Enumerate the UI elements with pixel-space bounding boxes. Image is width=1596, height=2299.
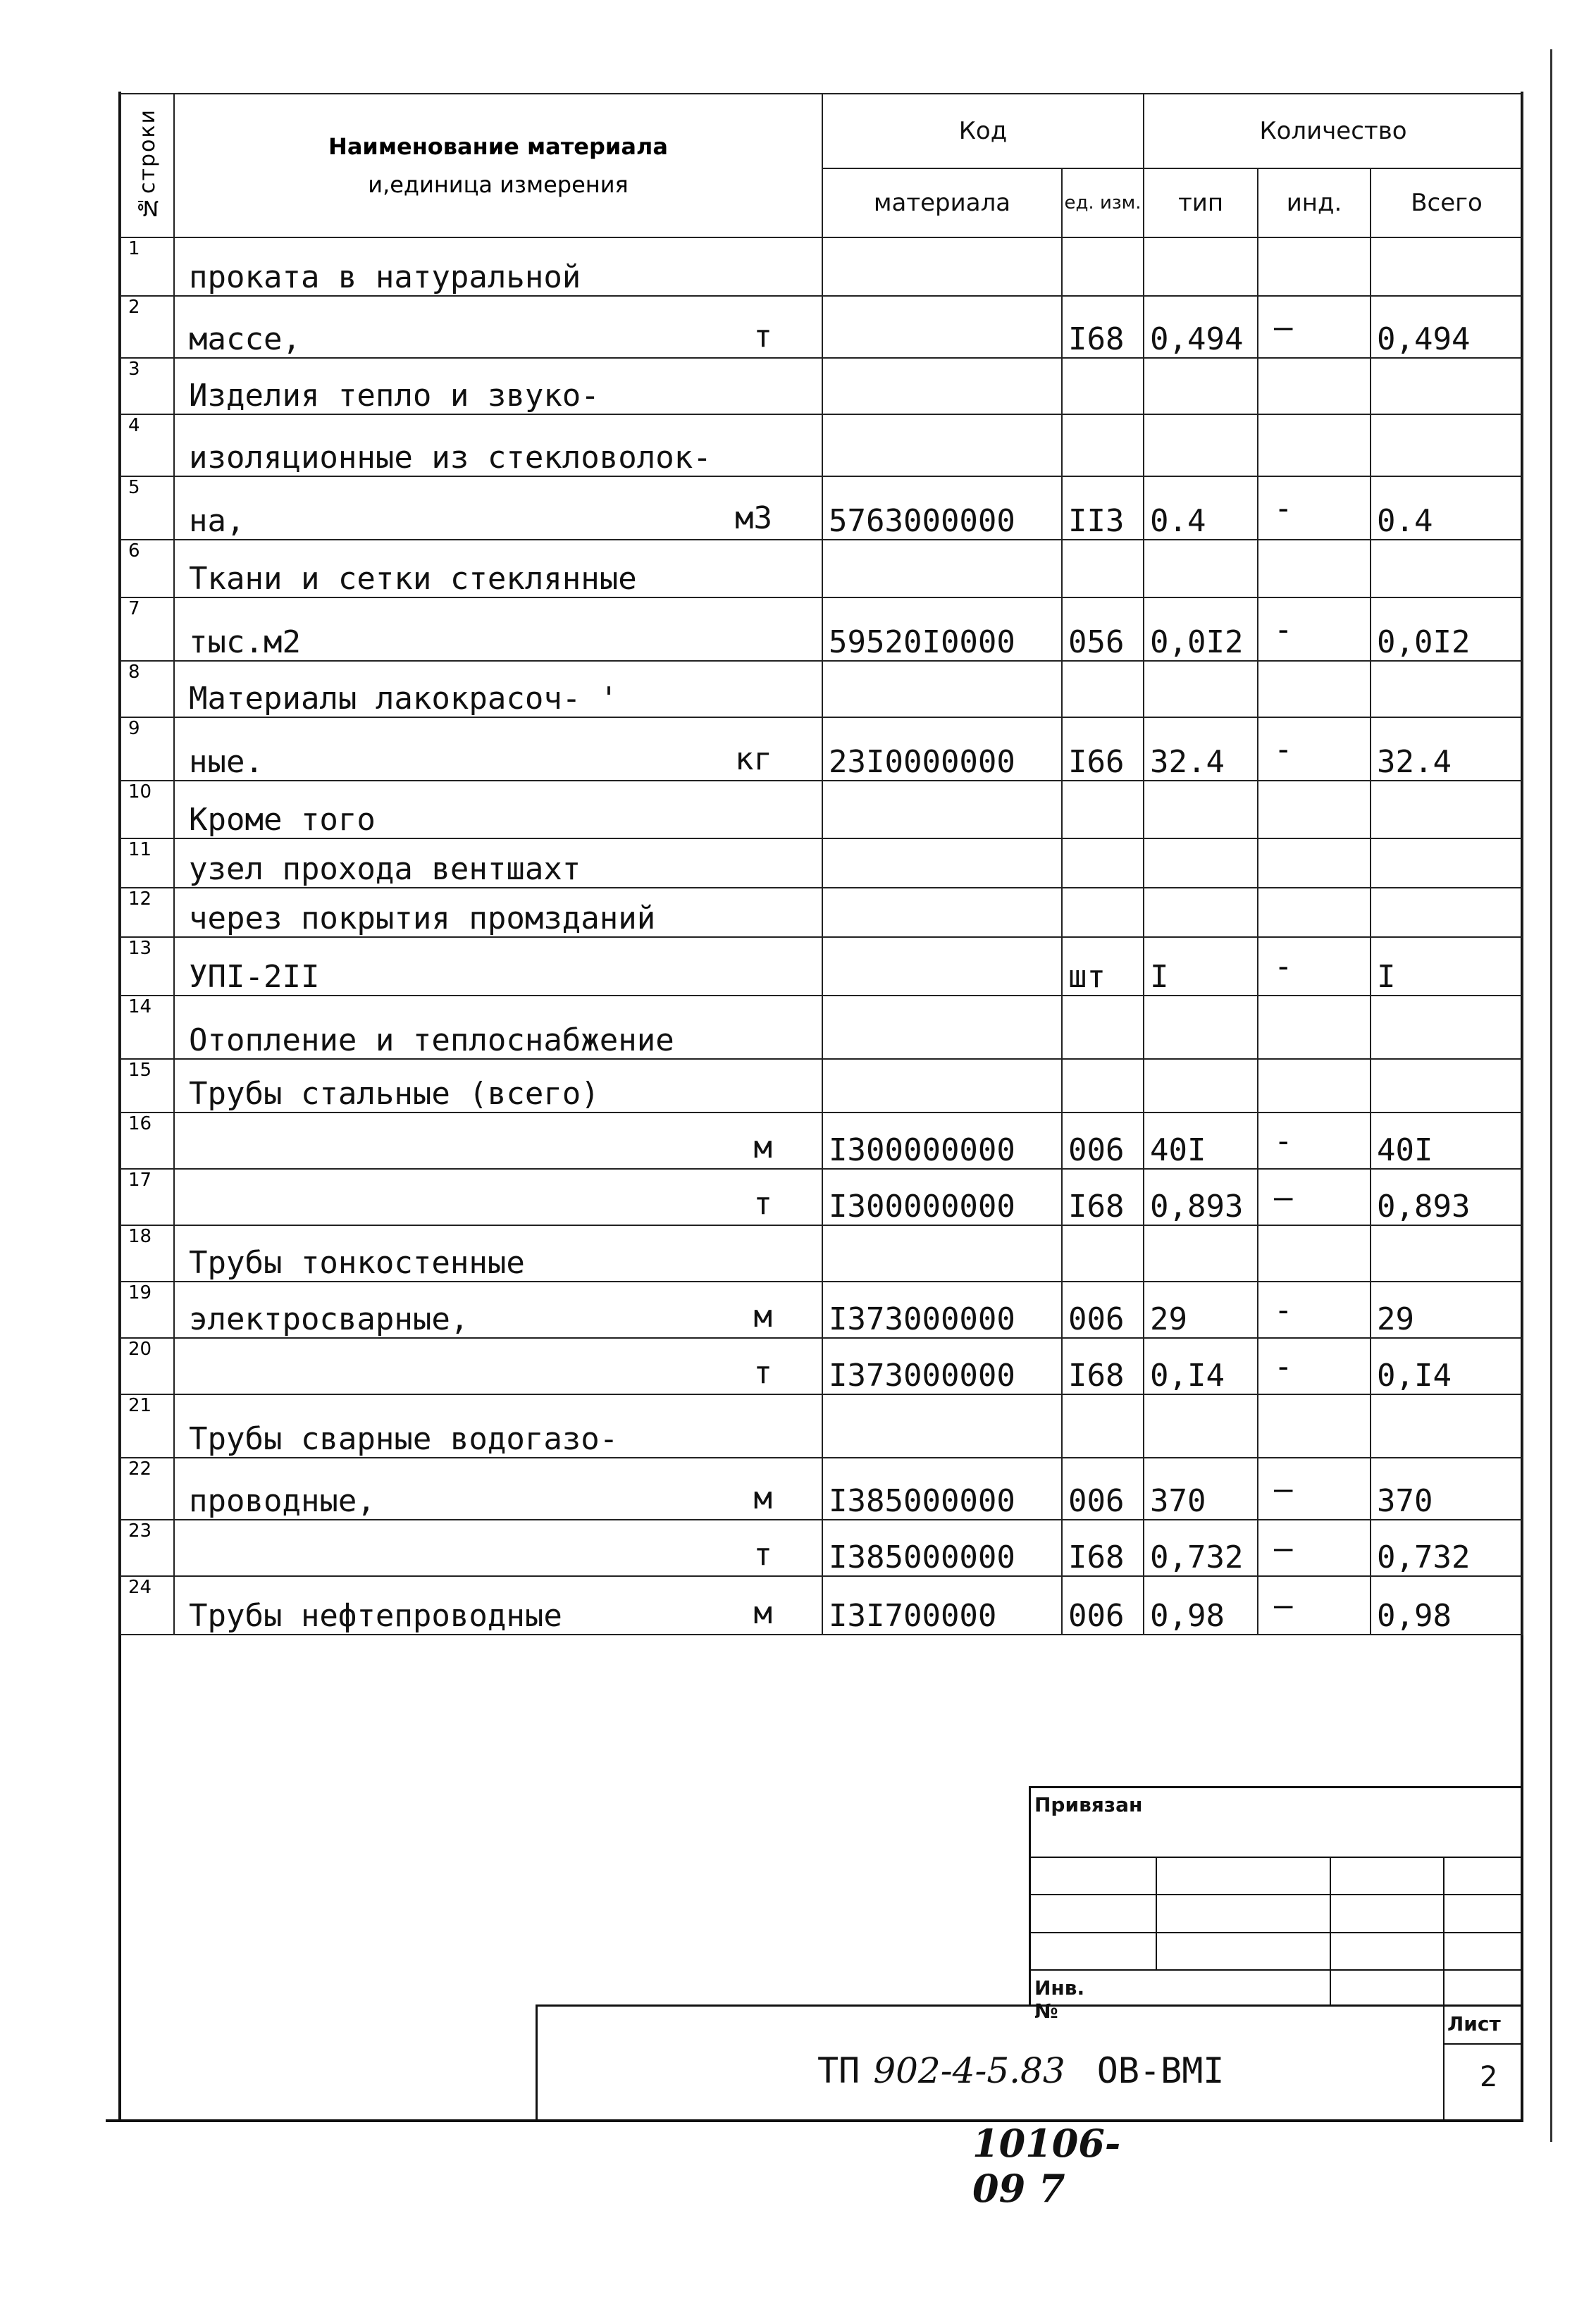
unit-code: 006 — [1062, 1576, 1144, 1635]
name-header — [174, 94, 822, 237]
material-name-text: ные. — [189, 744, 264, 780]
material-code — [822, 540, 1062, 597]
material-name — [174, 996, 822, 1059]
unit-code: I68 — [1062, 1338, 1144, 1394]
material-name — [174, 1282, 822, 1338]
qty-ind: - — [1258, 937, 1371, 996]
row-number: 14 — [120, 996, 174, 1059]
material-name — [174, 1520, 822, 1576]
material-unit: т — [753, 1186, 772, 1222]
row-number: 11 — [120, 838, 174, 888]
qty-typ: 370 — [1144, 1458, 1258, 1520]
unit-code — [1062, 540, 1144, 597]
unit-code: 006 — [1062, 1282, 1144, 1338]
material-unit: м — [753, 1480, 772, 1516]
unit-code: 006 — [1062, 1458, 1144, 1520]
qty-typ: 0,0I2 — [1144, 597, 1258, 661]
name-header-line-2: и,единица измерения — [368, 171, 629, 198]
material-name — [174, 358, 822, 414]
stamp-line — [1029, 1969, 1522, 1971]
unit-code — [1062, 1394, 1144, 1458]
material-name-text: Трубы сварные водогазо- — [189, 1421, 619, 1457]
unit-code — [1062, 888, 1144, 937]
total-header: Всего — [1371, 168, 1523, 237]
material-name — [174, 781, 822, 838]
bound-label: Привязан — [1034, 1793, 1143, 1816]
unit-code: I66 — [1062, 717, 1144, 781]
inventory-number-label: Инв. № — [1034, 1976, 1085, 2023]
qty-typ — [1144, 237, 1258, 296]
qty-ind — [1258, 1225, 1371, 1282]
qty-ind — [1258, 1394, 1371, 1458]
qty-ind: - — [1258, 717, 1371, 781]
table-row — [120, 781, 1523, 838]
row-number: 13 — [120, 937, 174, 996]
material-code: I385000000 — [822, 1458, 1062, 1520]
unit-code — [1062, 414, 1144, 476]
table-row — [120, 540, 1523, 597]
material-name — [174, 1338, 822, 1394]
material-name-text: на, — [189, 503, 245, 539]
qty-total: 370 — [1371, 1458, 1523, 1520]
qty-ind: - — [1258, 1338, 1371, 1394]
typ-header: тип — [1144, 168, 1258, 237]
material-unit: м3 — [735, 500, 772, 536]
material-code: 59520I0000 — [822, 597, 1062, 661]
table-row — [120, 1576, 1523, 1635]
material-unit: т — [753, 318, 772, 354]
material-code — [822, 1059, 1062, 1113]
unit-code — [1062, 358, 1144, 414]
row-number: 24 — [120, 1576, 174, 1635]
material-name — [174, 1225, 822, 1282]
stamp-line — [1029, 1857, 1522, 1858]
unit-code: 006 — [1062, 1113, 1144, 1169]
qty-ind: - — [1258, 597, 1371, 661]
qty-typ — [1144, 996, 1258, 1059]
qty-ind — [1258, 414, 1371, 476]
table-row — [120, 937, 1523, 996]
material-name — [174, 838, 822, 888]
qty-total: 32.4 — [1371, 717, 1523, 781]
material-code: I373000000 — [822, 1282, 1062, 1338]
material-code — [822, 358, 1062, 414]
unit-code: шт — [1062, 937, 1144, 996]
qty-total — [1371, 237, 1523, 296]
material-name-text: через покрытия промзданий — [189, 900, 656, 936]
qty-total: 0,893 — [1371, 1169, 1523, 1225]
material-name-text: УПI-2II — [189, 959, 320, 995]
qty-ind: – — [1258, 1169, 1371, 1225]
qty-typ — [1144, 838, 1258, 888]
unit-code: 056 — [1062, 597, 1144, 661]
document-designation — [817, 2050, 1224, 2091]
qty-total: 29 — [1371, 1282, 1523, 1338]
row-number: 18 — [120, 1225, 174, 1282]
qty-total — [1371, 838, 1523, 888]
qty-typ — [1144, 540, 1258, 597]
material-name — [174, 476, 822, 540]
material-unit: кг — [735, 741, 772, 777]
material-name — [174, 414, 822, 476]
quantity-header: Количество — [1144, 94, 1523, 168]
material-name-text: Кроме того — [189, 802, 376, 838]
row-number: 19 — [120, 1282, 174, 1338]
table-row — [120, 358, 1523, 414]
material-name-text: Изделия тепло и звуко- — [189, 378, 600, 414]
qty-ind: - — [1258, 476, 1371, 540]
qty-ind: – — [1258, 1458, 1371, 1520]
table-row — [120, 237, 1523, 296]
row-number: 5 — [120, 476, 174, 540]
table-row — [120, 1394, 1523, 1458]
stamp-line — [536, 2004, 538, 2121]
qty-ind — [1258, 781, 1371, 838]
material-name-text: проводные, — [189, 1483, 376, 1519]
material-unit: м — [753, 1129, 772, 1165]
material-name — [174, 1169, 822, 1225]
material-name-text: Материалы лакокрасоч- ' — [189, 681, 619, 717]
qty-total: 0.4 — [1371, 476, 1523, 540]
material-name-text: узел прохода вентшахт — [189, 851, 581, 887]
qty-ind — [1258, 996, 1371, 1059]
table-row — [120, 1338, 1523, 1394]
qty-typ: 0,494 — [1144, 296, 1258, 358]
stamp-line — [1156, 1857, 1157, 1969]
material-name-text: Трубы тонкостенные — [189, 1245, 525, 1281]
stamp-line — [536, 2004, 1522, 2007]
stamp-line — [1029, 1786, 1522, 1788]
materials-rows — [120, 237, 1523, 1635]
material-code — [822, 414, 1062, 476]
doc-suffix: ОВ-ВМI — [1096, 2050, 1225, 2091]
material-name — [174, 717, 822, 781]
unit-code: I68 — [1062, 1169, 1144, 1225]
stamp-line — [1029, 1894, 1522, 1895]
material-code — [822, 661, 1062, 717]
sheet-label: Лист — [1447, 2012, 1501, 2035]
code-header: Код — [822, 94, 1144, 168]
stamp-line — [1443, 2043, 1522, 2045]
qty-ind: - — [1258, 1113, 1371, 1169]
qty-ind — [1258, 358, 1371, 414]
qty-typ — [1144, 1394, 1258, 1458]
row-number: 17 — [120, 1169, 174, 1225]
qty-ind: – — [1258, 296, 1371, 358]
doc-number: 902-4-5.83 — [873, 2050, 1065, 2091]
outer-right-border — [1550, 49, 1552, 2142]
row-number: 9 — [120, 717, 174, 781]
unit-code — [1062, 237, 1144, 296]
qty-total — [1371, 414, 1523, 476]
material-name — [174, 888, 822, 937]
qty-typ: 0,I4 — [1144, 1338, 1258, 1394]
row-number-header-label: №строки — [135, 108, 160, 220]
material-code: 5763000000 — [822, 476, 1062, 540]
unit-code — [1062, 661, 1144, 717]
qty-typ — [1144, 414, 1258, 476]
table-row — [120, 838, 1523, 888]
material-code-header: материала — [822, 168, 1062, 237]
qty-ind — [1258, 888, 1371, 937]
qty-typ — [1144, 888, 1258, 937]
material-unit: т — [753, 1537, 772, 1573]
qty-typ: 32.4 — [1144, 717, 1258, 781]
material-name — [174, 1458, 822, 1520]
material-name-text: электросварные, — [189, 1301, 469, 1337]
qty-total — [1371, 996, 1523, 1059]
page-number: 2 — [1480, 2061, 1498, 2093]
material-name — [174, 1059, 822, 1113]
material-code: I385000000 — [822, 1520, 1062, 1576]
qty-total: 0,0I2 — [1371, 597, 1523, 661]
qty-typ — [1144, 661, 1258, 717]
material-code — [822, 237, 1062, 296]
material-name-text: массе, — [189, 321, 301, 357]
material-code — [822, 1225, 1062, 1282]
stamp-line — [1029, 1786, 1031, 2004]
qty-typ: 40I — [1144, 1113, 1258, 1169]
unit-code — [1062, 838, 1144, 888]
stamp-line — [1330, 1857, 1331, 2004]
row-number: 8 — [120, 661, 174, 717]
unit-code — [1062, 781, 1144, 838]
stamp-line — [1029, 1932, 1522, 1933]
material-name — [174, 1576, 822, 1635]
material-name-text: Ткани и сетки стеклянные — [189, 561, 637, 597]
qty-ind: – — [1258, 1520, 1371, 1576]
table-row — [120, 1113, 1523, 1169]
table-row — [120, 661, 1523, 717]
material-unit: м — [753, 1299, 772, 1334]
unit-code-header: ед. изм. — [1062, 168, 1144, 237]
doc-prefix: ТП — [817, 2050, 860, 2091]
qty-typ: 0,732 — [1144, 1520, 1258, 1576]
material-name — [174, 937, 822, 996]
qty-total — [1371, 781, 1523, 838]
qty-ind — [1258, 1059, 1371, 1113]
qty-total — [1371, 540, 1523, 597]
unit-code — [1062, 1059, 1144, 1113]
material-code — [822, 296, 1062, 358]
material-code: I373000000 — [822, 1338, 1062, 1394]
qty-typ — [1144, 1059, 1258, 1113]
qty-total — [1371, 661, 1523, 717]
stamp-line — [1443, 1857, 1445, 2121]
material-code — [822, 838, 1062, 888]
header-row-1 — [120, 94, 1523, 168]
qty-total: I — [1371, 937, 1523, 996]
row-number: 1 — [120, 237, 174, 296]
material-code: I300000000 — [822, 1169, 1062, 1225]
row-number: 16 — [120, 1113, 174, 1169]
material-code — [822, 888, 1062, 937]
unit-code — [1062, 1225, 1144, 1282]
qty-total — [1371, 358, 1523, 414]
qty-total: 0,98 — [1371, 1576, 1523, 1635]
qty-ind: - — [1258, 1282, 1371, 1338]
row-number: 12 — [120, 888, 174, 937]
material-name — [174, 237, 822, 296]
qty-total: 0,494 — [1371, 296, 1523, 358]
qty-typ — [1144, 358, 1258, 414]
qty-typ — [1144, 781, 1258, 838]
qty-typ: 29 — [1144, 1282, 1258, 1338]
row-number-header — [120, 94, 174, 237]
table-row — [120, 1282, 1523, 1338]
table-row — [120, 597, 1523, 661]
material-name-text: Трубы нефтепроводные — [189, 1598, 562, 1634]
ind-header: инд. — [1258, 168, 1371, 237]
unit-code: II3 — [1062, 476, 1144, 540]
qty-typ: 0,98 — [1144, 1576, 1258, 1635]
table-row — [120, 1520, 1523, 1576]
unit-code — [1062, 996, 1144, 1059]
table-row — [120, 717, 1523, 781]
frame-bottom-border — [106, 2119, 1523, 2122]
material-name-text: Трубы стальные (всего) — [189, 1076, 600, 1112]
qty-typ — [1144, 1225, 1258, 1282]
material-name-text: изоляционные из стекловолок- — [189, 440, 712, 476]
row-number: 21 — [120, 1394, 174, 1458]
material-name-text: тыс.м2 — [189, 624, 301, 660]
row-number: 23 — [120, 1520, 174, 1576]
material-name — [174, 597, 822, 661]
qty-total: 0,732 — [1371, 1520, 1523, 1576]
table-row — [120, 1225, 1523, 1282]
qty-total — [1371, 1059, 1523, 1113]
row-number: 10 — [120, 781, 174, 838]
qty-ind — [1258, 540, 1371, 597]
qty-ind: – — [1258, 1576, 1371, 1635]
table-row — [120, 1169, 1523, 1225]
row-number: 2 — [120, 296, 174, 358]
qty-typ: 0.4 — [1144, 476, 1258, 540]
material-name — [174, 296, 822, 358]
qty-ind — [1258, 237, 1371, 296]
row-number: 6 — [120, 540, 174, 597]
material-name — [174, 540, 822, 597]
row-number: 15 — [120, 1059, 174, 1113]
table-row — [120, 888, 1523, 937]
qty-typ: 0,893 — [1144, 1169, 1258, 1225]
unit-code: I68 — [1062, 296, 1144, 358]
material-code: 23I0000000 — [822, 717, 1062, 781]
qty-total — [1371, 888, 1523, 937]
archive-number: 10106-09 7 — [972, 2121, 1121, 2211]
qty-total: 40I — [1371, 1113, 1523, 1169]
row-number: 20 — [120, 1338, 174, 1394]
material-code — [822, 937, 1062, 996]
material-name-text: Отопление и теплоснабжение — [189, 1022, 674, 1058]
qty-ind — [1258, 838, 1371, 888]
row-number: 3 — [120, 358, 174, 414]
qty-typ: I — [1144, 937, 1258, 996]
table-row — [120, 1059, 1523, 1113]
material-unit: м — [753, 1595, 772, 1631]
row-number: 4 — [120, 414, 174, 476]
material-code — [822, 781, 1062, 838]
qty-ind — [1258, 661, 1371, 717]
material-name — [174, 1113, 822, 1169]
row-number: 22 — [120, 1458, 174, 1520]
qty-total — [1371, 1225, 1523, 1282]
material-name-text: проката в натуральной — [189, 259, 581, 295]
name-header-line-1: Наименование материала — [328, 133, 668, 160]
material-code — [822, 1394, 1062, 1458]
table-row — [120, 476, 1523, 540]
material-unit: т — [753, 1355, 772, 1391]
row-number: 7 — [120, 597, 174, 661]
unit-code: I68 — [1062, 1520, 1144, 1576]
material-name — [174, 661, 822, 717]
material-name — [174, 1394, 822, 1458]
qty-total — [1371, 1394, 1523, 1458]
table-row — [120, 414, 1523, 476]
materials-table — [120, 93, 1523, 1635]
table-row — [120, 1458, 1523, 1520]
table-row — [120, 996, 1523, 1059]
qty-total: 0,I4 — [1371, 1338, 1523, 1394]
material-code: I300000000 — [822, 1113, 1062, 1169]
material-code: I3I700000 — [822, 1576, 1062, 1635]
material-code — [822, 996, 1062, 1059]
table-row — [120, 296, 1523, 358]
